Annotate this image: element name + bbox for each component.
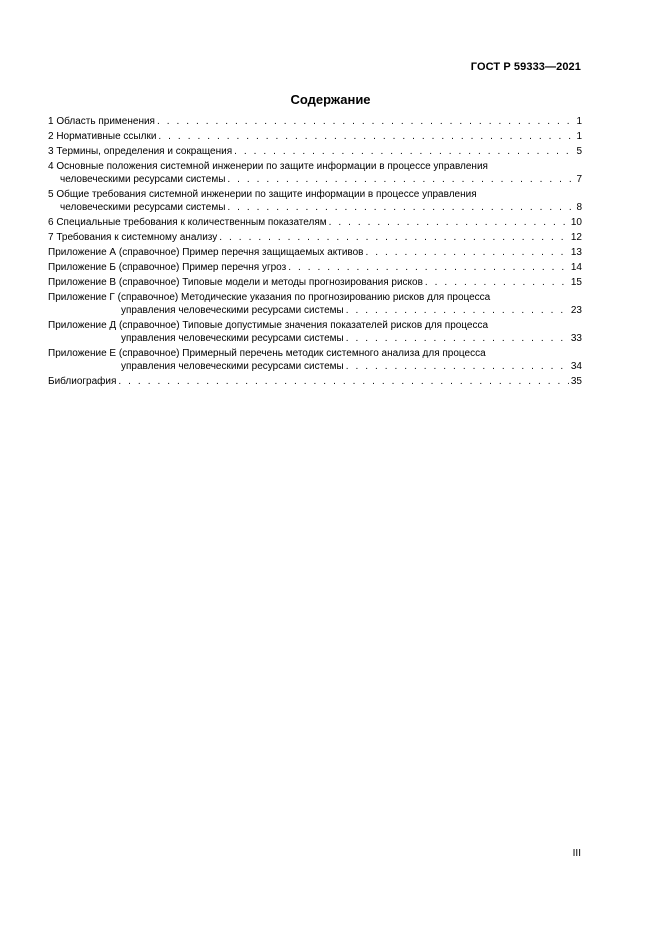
- toc-leader-dots: [225, 201, 574, 214]
- toc-leader-dots: [225, 173, 574, 186]
- toc-page-number: 8: [576, 202, 582, 213]
- toc-entry-text: управления человеческими ресурсами системы: [121, 361, 344, 372]
- table-of-contents: [48, 115, 582, 390]
- toc-page-number: 14: [570, 262, 582, 273]
- toc-leader-dots: [155, 115, 574, 128]
- toc-entry-text: человеческими ресурсами системы: [60, 174, 226, 185]
- toc-page-number: 35: [570, 376, 582, 387]
- toc-entry[interactable]: [48, 319, 582, 345]
- toc-leader-dots: [156, 130, 574, 143]
- toc-page-number: 5: [576, 146, 582, 157]
- toc-entry-text: 1 Область применения: [48, 116, 155, 127]
- toc-page-number: 23: [570, 305, 582, 316]
- toc-entry-text: Приложение Д (справочное) Типовые допустимые значения показателей рисков для процесса: [48, 320, 489, 331]
- toc-leader-dots: [116, 375, 568, 388]
- toc-page-number: 10: [570, 217, 582, 228]
- toc-page-number: 13: [570, 247, 582, 258]
- toc-entry[interactable]: [48, 216, 582, 229]
- toc-page-number: 33: [570, 333, 582, 344]
- page-number: III: [572, 848, 581, 859]
- toc-leader-dots: [344, 304, 569, 317]
- toc-entry-text: Приложение Е (справочное) Примерный перечень методик системного анализа для процесса: [48, 348, 486, 359]
- toc-entry-text: человеческими ресурсами системы: [60, 202, 226, 213]
- toc-entry[interactable]: [48, 261, 582, 274]
- toc-entry-text: 6 Специальные требования к количественным показателям: [48, 217, 327, 228]
- toc-entry-text: управления человеческими ресурсами системы: [121, 333, 344, 344]
- toc-leader-dots: [344, 360, 569, 373]
- toc-entry-text: 5 Общие требования системной инженерии по защите информации в процессе управления: [48, 189, 477, 200]
- toc-leader-dots: [344, 332, 569, 345]
- document-code: ГОСТ Р 59333—2021: [470, 61, 581, 73]
- toc-entry-text: Приложение Б (справочное) Пример перечня угроз: [48, 262, 287, 273]
- toc-entry-text: Приложение Г (справочное) Методические указания по прогнозированию рисков для процесса: [48, 292, 491, 303]
- toc-leader-dots: [423, 276, 569, 289]
- toc-entry-text: Приложение А (справочное) Пример перечня защищаемых активов: [48, 247, 364, 258]
- toc-entry-text: 3 Термины, определения и сокращения: [48, 146, 233, 157]
- toc-entry[interactable]: [48, 246, 582, 259]
- toc-entry[interactable]: [48, 130, 582, 143]
- toc-entry[interactable]: [48, 347, 582, 373]
- toc-entry-text: Библиография: [48, 376, 117, 387]
- toc-leader-dots: [217, 231, 569, 244]
- toc-page-number: 1: [576, 131, 582, 142]
- toc-entry-text: управления человеческими ресурсами системы: [121, 305, 344, 316]
- toc-page-number: 34: [570, 361, 582, 372]
- toc-entry[interactable]: [48, 291, 582, 317]
- toc-entry-text: Приложение В (справочное) Типовые модели и методы прогнозирования рисков: [48, 277, 423, 288]
- toc-page-number: 1: [576, 116, 582, 127]
- toc-entry[interactable]: [48, 160, 582, 186]
- toc-page-number: 7: [576, 174, 582, 185]
- toc-entry[interactable]: [48, 375, 582, 388]
- toc-entry[interactable]: [48, 276, 582, 289]
- toc-entry-text: 4 Основные положения системной инженерии по защите информации в процессе управления: [48, 161, 488, 172]
- toc-leader-dots: [286, 261, 569, 274]
- toc-title: Содержание: [290, 92, 371, 107]
- toc-entry-text: 7 Требования к системному анализу: [48, 232, 218, 243]
- toc-entry-text: 2 Нормативные ссылки: [48, 131, 157, 142]
- toc-leader-dots: [327, 216, 569, 229]
- toc-entry[interactable]: [48, 145, 582, 158]
- toc-entry[interactable]: [48, 115, 582, 128]
- toc-leader-dots: [364, 246, 569, 259]
- toc-page-number: 12: [570, 232, 582, 243]
- toc-leader-dots: [232, 145, 574, 158]
- toc-entry[interactable]: [48, 188, 582, 214]
- toc-page-number: 15: [570, 277, 582, 288]
- toc-entry[interactable]: [48, 231, 582, 244]
